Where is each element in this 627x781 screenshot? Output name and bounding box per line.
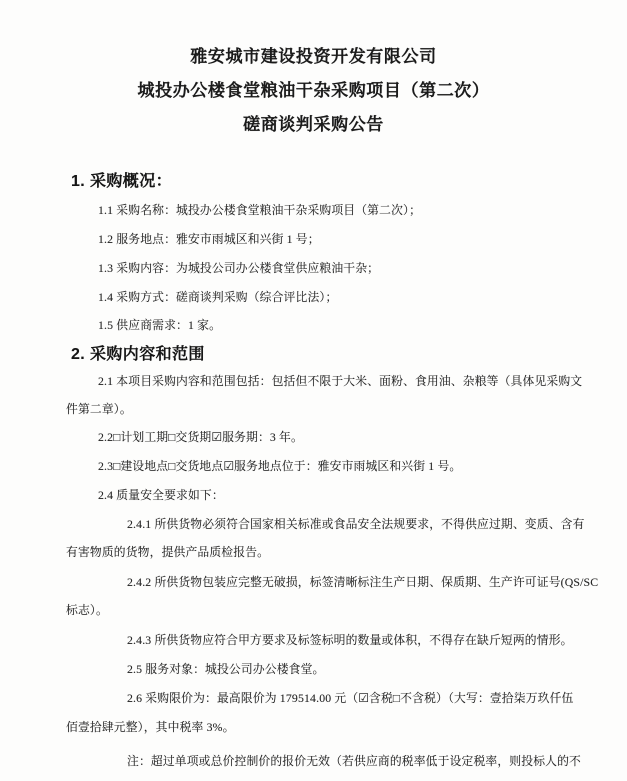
paragraph-line: 2.3□建设地点□交货地点☑服务地点位于：雅安市雨城区和兴街 1 号。 [98, 459, 462, 473]
section-heading: 2. 采购内容和范围 [71, 346, 205, 363]
document-title-project: 城投办公楼食堂粮油干杂采购项目（第二次） [137, 81, 490, 100]
section-heading: 1. 采购概况： [71, 173, 172, 190]
paragraph-line: 2.5 服务对象：城投公司办公楼食堂。 [127, 662, 325, 676]
paragraph-line: 2.6 采购限价为：最高限价为 179514.00 元（☑含税□不含税）（大写：壹拾柒万玖仟伍 [127, 691, 574, 705]
paragraph-line: 注：超过单项或总价控制价的报价无效（若供应商的税率低于设定税率，则投标人的不 [127, 754, 581, 768]
paragraph-line: 1.5 供应商需求：1 家。 [98, 318, 222, 332]
paragraph-line: 2.4.1 所供货物必须符合国家相关标准或食品安全法规要求，不得供应过期、变质、含有 [127, 517, 585, 531]
paragraph-line: 1.2 服务地点：雅安市雨城区和兴街 1 号； [98, 232, 320, 246]
paragraph-continuation-line: 佰壹拾肆元整），其中税率 3%。 [66, 720, 235, 734]
paragraph-line: 2.1 本项目采购内容和范围包括：包括但不限于大米、面粉、食用油、杂粮等（具体见采购文 [98, 374, 583, 388]
document-title-company: 雅安城市建设投资开发有限公司 [190, 47, 437, 66]
paragraph-line: 1.3 采购内容：为城投公司办公楼食堂供应粮油干杂； [98, 261, 380, 275]
document-title-announcement: 磋商谈判采购公告 [243, 115, 384, 134]
paragraph-line: 1.4 采购方式：磋商谈判采购（综合评比法）； [98, 290, 338, 304]
paragraph-continuation-line: 件第二章）。 [66, 402, 132, 416]
paragraph-line: 2.4.2 所供货物包装应完整无破损，标签清晰标注生产日期、保质期、生产许可证号(QS/SC [127, 575, 599, 589]
paragraph-continuation-line: 标志）。 [66, 603, 108, 617]
paragraph-continuation-line: 有害物质的货物，提供产品质检报告。 [66, 545, 270, 559]
paragraph-line: 1.1 采购名称：城投办公楼食堂粮油干杂采购项目（第二次）； [98, 203, 422, 217]
paragraph-line: 2.4 质量安全要求如下： [98, 488, 224, 502]
paragraph-line: 2.2□计划工期□交货期☑服务期：3 年。 [98, 430, 303, 444]
paragraph-line: 2.4.3 所供货物应符合甲方要求及标签标明的数量或体积，不得存在缺斤短两的情形。 [127, 633, 573, 647]
